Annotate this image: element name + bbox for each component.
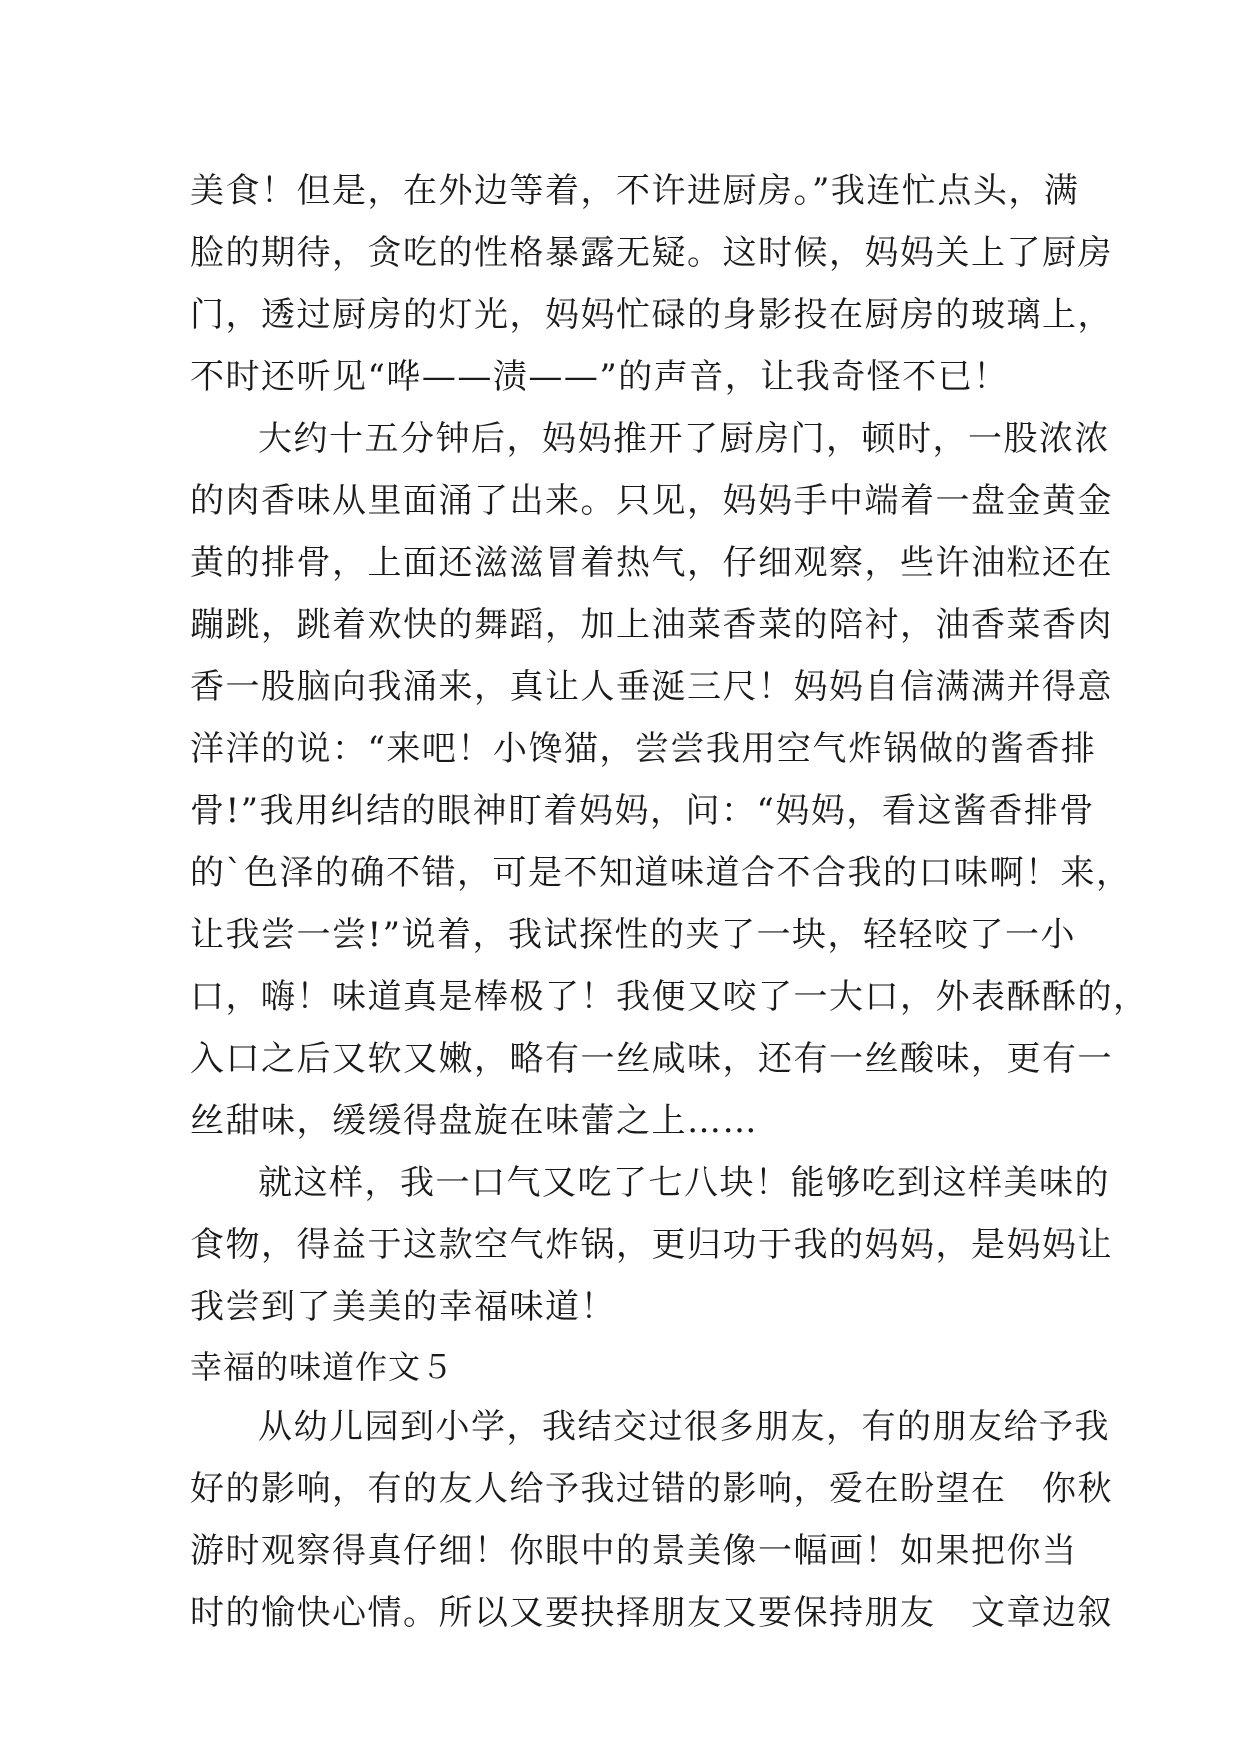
text-line: 骨!”我用纠结的眼神盯着妈妈，问：“妈妈，看这酱香排骨 [190,791,1095,831]
text-line: 食物，得益于这款空气炸锅，更归功于我的妈妈，是妈妈让 [190,1225,1113,1265]
text-line: 时的愉快心情。所以又要抉择朋友又要保持朋友 文章边叙 [190,1593,1113,1633]
text-line: 好的影响，有的友人给予我过错的影响，爱在盼望在 你秋 [190,1469,1113,1509]
text-line: 蹦跳，跳着欢快的舞蹈，加上油菜香菜的陪衬，油香菜香肉 [190,605,1113,645]
paragraph-start-line: 大约十五分钟后，妈妈推开了厨房门，顿时，一股浓浓 [258,419,1110,459]
text-line: 香一股脑向我涌来，真让人垂涎三尺！妈妈自信满满并得意 [190,667,1113,707]
text-line: 黄的排骨，上面还滋滋冒着热气，仔细观察，些许油粒还在 [190,543,1113,583]
paragraph-start-line: 从幼儿园到小学，我结交过很多朋友，有的朋友给予我 [258,1407,1110,1447]
text-line: 口，嗨！味道真是棒极了！我便又咬了一大口，外表酥酥的， [190,977,1149,1017]
text-line: 的`色泽的确不错，可是不知道味道合不合我的口味啊！来， [190,853,1132,893]
text-line: 不时还听见“哗——渍——”的声音，让我奇怪不已！ [190,357,1009,397]
text-line: 丝甜味，缓缓得盘旋在味蕾之上…… [190,1101,758,1141]
text-line: 的肉香味从里面涌了出来。只见，妈妈手中端着一盘金黄金 [190,481,1113,521]
text-line: 脸的期待，贪吃的性格暴露无疑。这时候，妈妈关上了厨房 [190,233,1113,273]
text-line: 美食！但是，在外边等着，不许进厨房。”我连忙点头，满 [190,171,1080,211]
text-line: 入口之后又软又嫩，略有一丝咸味，还有一丝酸味，更有一 [190,1039,1113,1079]
text-line: 门，透过厨房的灯光，妈妈忙碌的身影投在厨房的玻璃上， [190,295,1113,335]
text-line: 我尝到了美美的幸福味道！ [190,1287,616,1327]
section-heading: 幸福的味道作文５ [190,1348,455,1386]
text-line: 洋洋的说：“来吧！小馋猫，尝尝我用空气炸锅做的酱香排 [190,729,1097,769]
paragraph-start-line: 就这样，我一口气又吃了七八块！能够吃到这样美味的 [258,1163,1110,1203]
document-page [190,160,1149,1644]
text-line: 让我尝一尝!”说着，我试探性的夹了一块，轻轻咬了一小 [190,915,1077,955]
text-line: 游时观察得真仔细！你眼中的景美像一幅画！如果把你当 [190,1531,1078,1571]
